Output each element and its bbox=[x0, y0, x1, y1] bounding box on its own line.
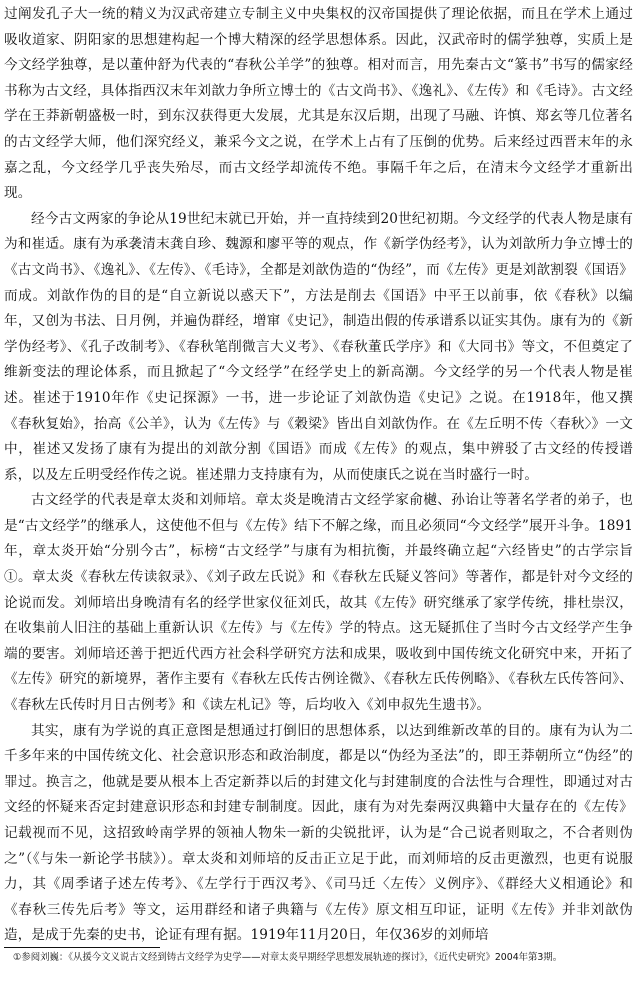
body-paragraph: 过阐发孔子大一统的精义为汉武帝建立专制主义中央集权的汉帝国提供了理论依据，而且在学术上通过吸收道家、阴阳家的思想建构起一个博大精深的经学思想体系。因此，汉武帝时的儒学独尊，实质上是今文经学独尊，是以董仲舒为代表的“春秋公羊学”的独尊。相对而言，用先秦古文“篆书”书写的儒家经书称为古文经，具体指西汉末年刘歆力争所立博士的《古文尚书》、《逸礼》、《左传》和《毛诗》。古文经学在王莽新朝盛极一时，到东汉获得更大发展，尤其是东汉后期，出现了马融、许慎、郑玄等几位著名的古文经学大师，他们深究经义，兼采今文之说，在学术上占有了压倒的优势。后来经过西晋末年的永嘉之乱，今文经学几乎丧失殆尽，而古文经学却流传不绝。事隔千年之后，在清末今文经学才重新出现。 bbox=[4, 6, 633, 202]
page-body bbox=[4, 2, 633, 949]
body-paragraph: 古文经学的代表是章太炎和刘师培。章太炎是晚清古文经学家俞樾、孙诒让等著名学者的弟子，也是“古文经学”的继承人，这使他不但与《左传》结下不解之缘，而且必须同“今文经学”展开斗争。1891年，章太炎开始“分别今古”，标榜“古文经学”与康有为相抗衡，并最终确立起“六经皆史”的古学宗旨①。章太炎《春秋左传读叙录》、《刘子政左氏说》和《春秋左氏疑义答问》等著作，都是针对今文经的论说而发。刘师培出身晚清有名的经学世家仪征刘氏，故其《左传》研究继承了家学传统，排杜崇汉，在收集前人旧注的基础上重新认识《左传》与《左传》学的特点。这无疑抓住了当时今古文经学产生争端的要害。刘师培还善于把近代西方社会科学研究方法和成果，吸收到中国传统文化研究中来，开拓了《左传》研究的新境界，著作主要有《春秋左氏传古例诠微》、《春秋左氏传例略》、《春秋左氏传答问》、《春秋左氏传时月日古例考》和《读左札记》等，后均收入《刘申叔先生遗书》。 bbox=[4, 492, 633, 714]
footnote: ①参阅刘巍：《从援今文义说古文经到铸古文经学为史学——对章太炎早期经学思想发展轨迹的探讨》，《近代史研究》2004年第3期。 bbox=[13, 952, 563, 963]
body-paragraph: 经今古文两家的争论从19世纪末就已开始，并一直持续到20世纪初期。今文经学的代表人物是康有为和崔适。康有为承袭清末龚自珍、魏源和廖平等的观点，作《新学伪经考》，认为刘歆所力争立博士的《古文尚书》、《逸礼》、《左传》、《毛诗》，全都是刘歆伪造的“伪经”，而《左传》更是刘歆割裂《国语》而成。刘歆作伪的目的是“自立新说以惑天下”，方法是削去《国语》中平王以前事，依《春秋》以编年，又创为书法、日月例，并遍伪群经，增窜《史记》，制造出假的传承谱系以证实其伪。康有为的《新学伪经考》、《孔子改制考》、《春秋笔削微言大义考》、《春秋董氏学序》和《大同书》等文，不但奠定了维新变法的理论体系，而且掀起了“今文经学”在经学史上的新高潮。今文经学的另一个代表人物是崔述。崔述于1910年作《史记探源》一书，进一步论证了刘歆伪造《史记》之说。在1918年，他又撰《春秋复始》，抬高《公羊》，认为《左传》与《穀梁》皆出自刘歆伪作。在《左丘明不传〈春秋〉》一文中，崔述又发扬了康有为提出的刘歆分割《国语》而成《左传》的观点，集中辨驳了古文经的传授谱系，以及左丘明受经作传之说。崔述鼎力支持康有为，从而使康氏之说在当时盛行一时。 bbox=[4, 210, 633, 483]
body-paragraph: 其实，康有为学说的真正意图是想通过打倒旧的思想体系，以达到维新改革的目的。康有为认为二千多年来的中国传统文化、社会意识形态和政治制度，都是以“伪经为圣法”的，即王莽朝所立“伪经”的罪过。换言之，他就是要从根本上否定新莽以后的封建文化与封建制度的合法性与合理性，即通过对古文经的怀疑来否定封建意识形态和封建专制制度。因此，康有为对先秦两汉典籍中大量存在的《左传》记载视而不见，这招致岭南学界的领袖人物朱一新的尖锐批评，认为是“合己说者则取之，不合者则伪之”（《与朱一新论学书牍》）。章太炎和刘师培的反击正立足于此，而刘师培的反击更激烈，也更有说服力，其《周季诸子述左传考》、《左学行于西汉考》、《司马迁〈左传〉义例序》、《群经大义相通论》和《春秋三传先后考》等文，运用群经和诸子典籍与《左传》原文相互印证，证明《左传》并非刘歆伪造，是成于先秦的史书，论证有理有据。1919年11月20日，年仅36岁的刘师培 bbox=[4, 722, 633, 944]
footnote-divider bbox=[4, 947, 160, 948]
